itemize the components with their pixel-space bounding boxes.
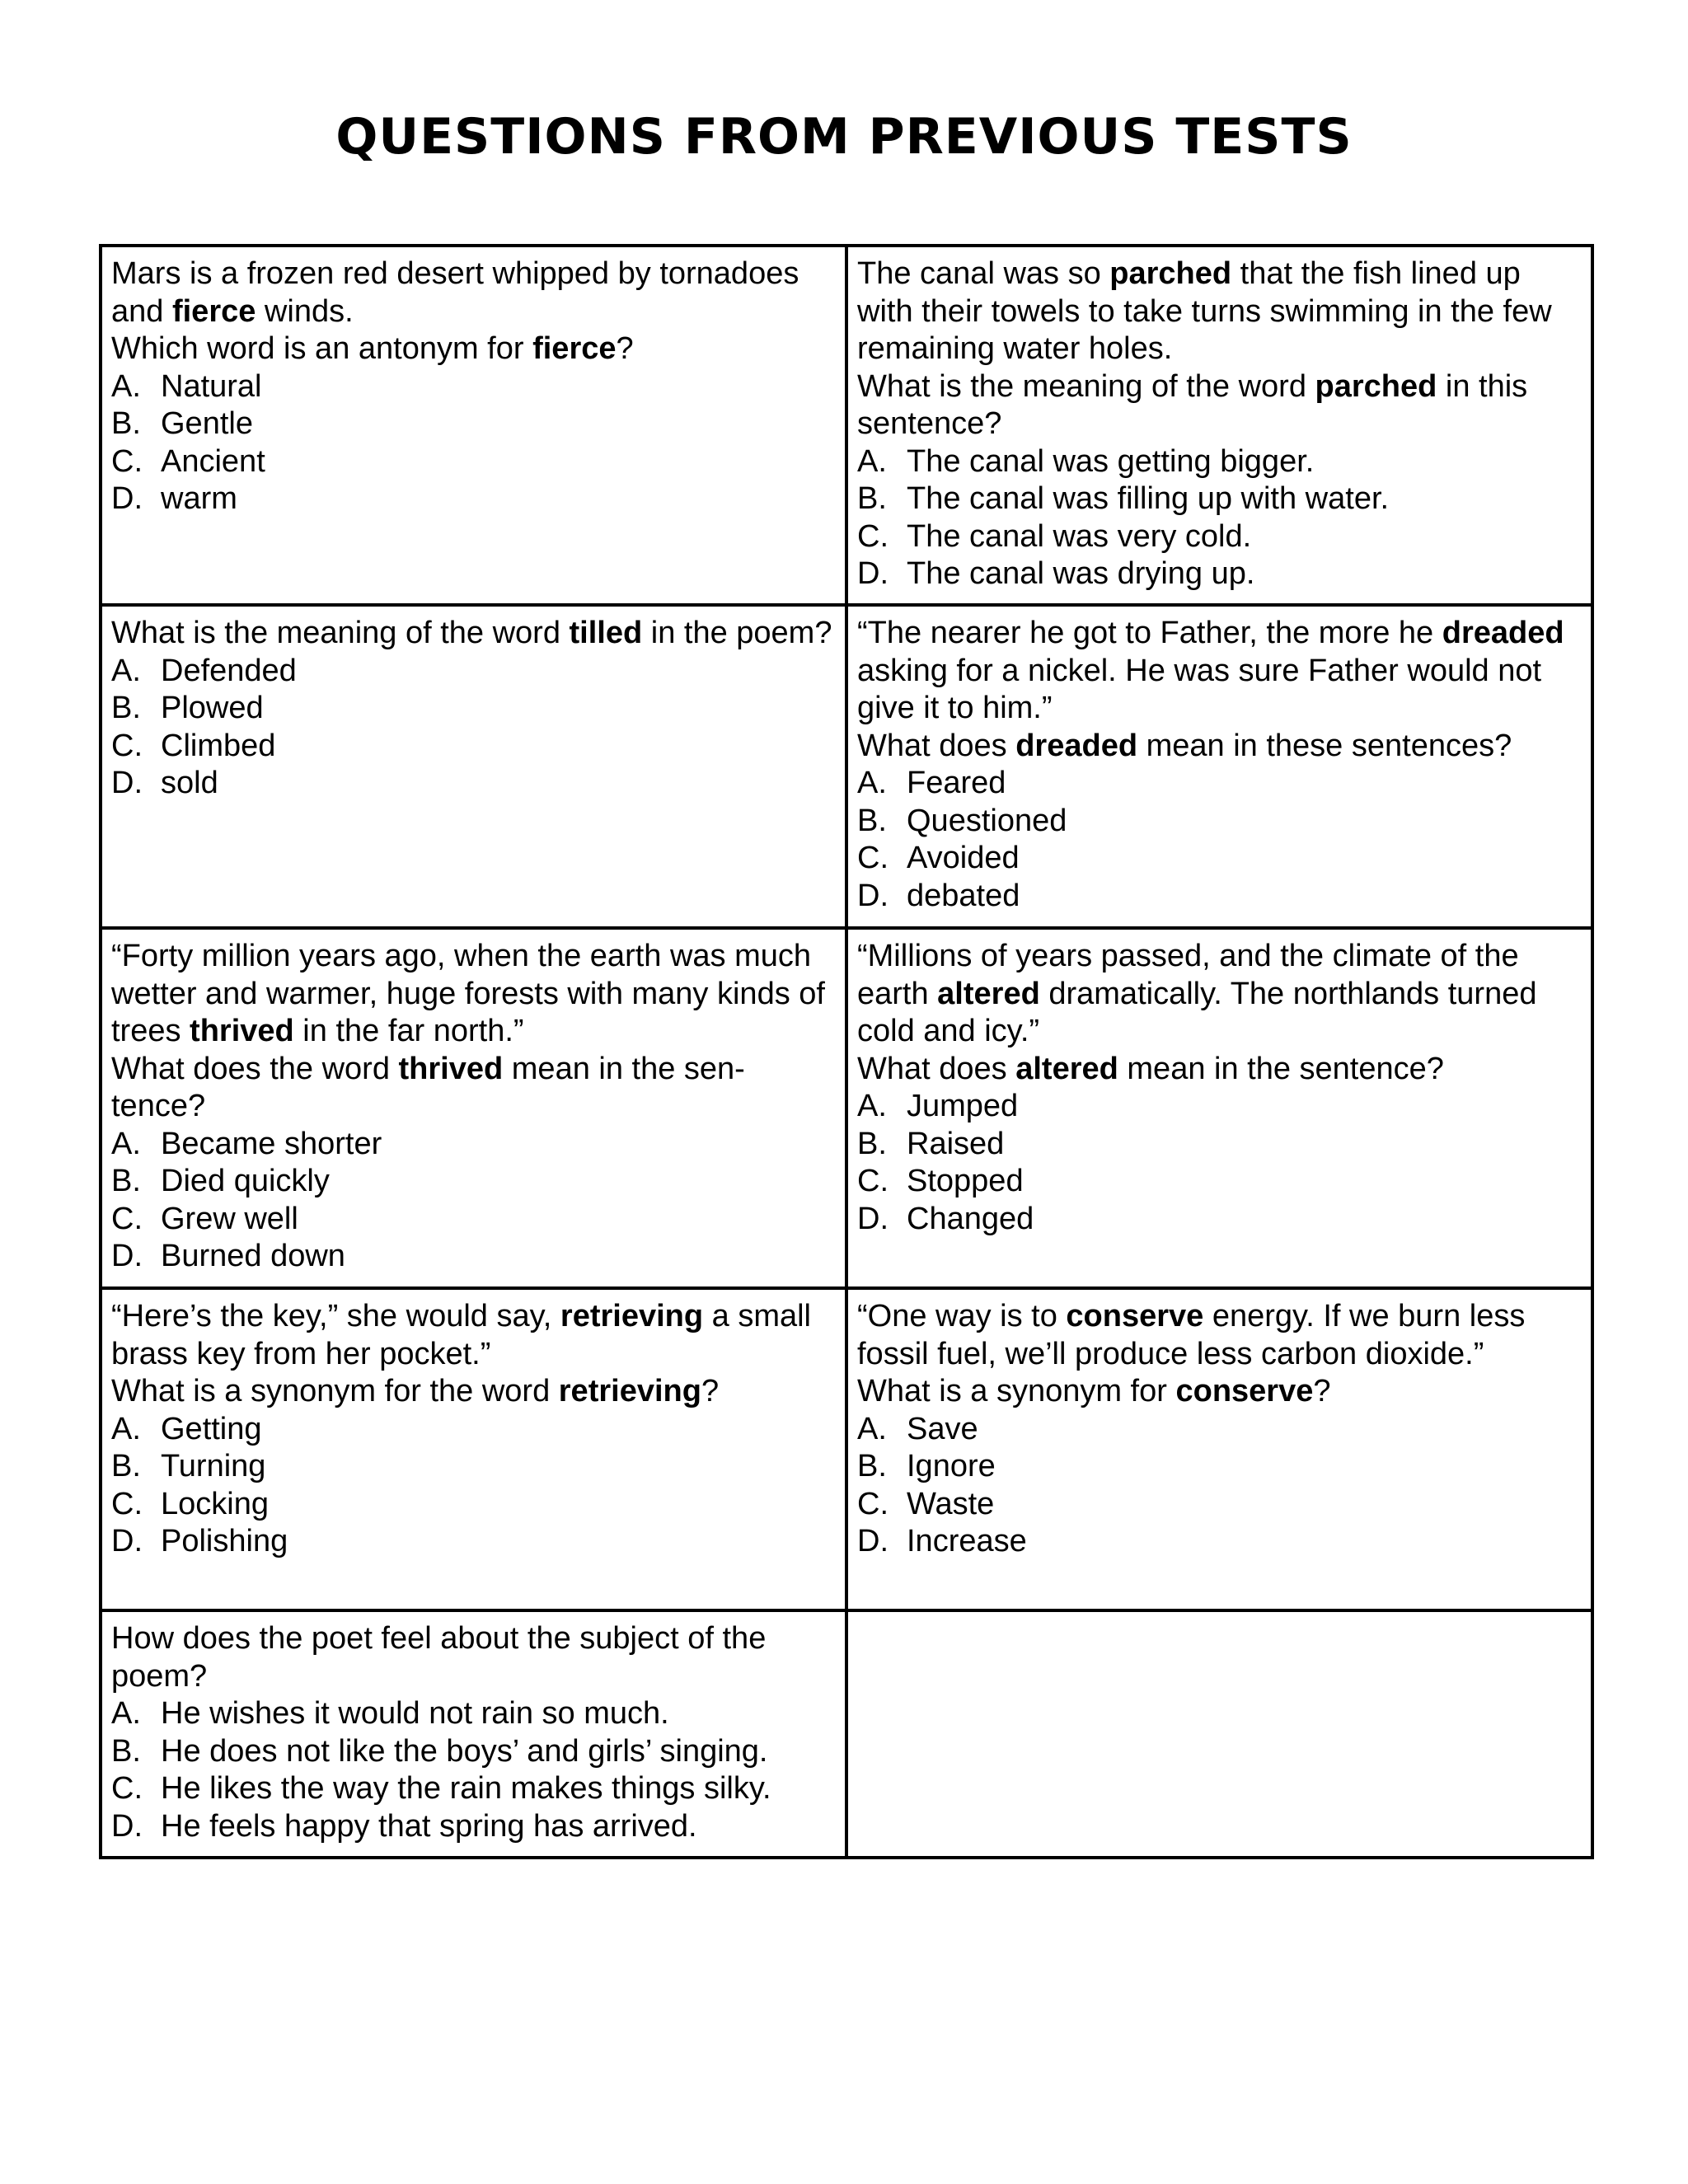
text-segment: winds. [256, 293, 354, 329]
vocab-word: tilled [569, 616, 643, 650]
answer-choice [857, 1201, 1582, 1239]
vocab-word: fierce [532, 331, 617, 366]
choice-text: Grew well [161, 1201, 298, 1236]
page-title: QUESTIONS FROM PREVIOUS TESTS [335, 108, 1353, 166]
text-segment: mean in the sen-tence? [111, 1051, 745, 1123]
choice-text: He likes the way the rain makes things silky. [161, 1771, 771, 1806]
answer-choice [111, 1126, 837, 1164]
question-stem [857, 255, 1582, 368]
choice-text: Waste [907, 1486, 995, 1521]
choice-letter: A. [111, 1411, 141, 1446]
choice-letter: C. [111, 443, 143, 479]
question-stem [111, 255, 837, 330]
question-cell [101, 1288, 846, 1610]
table-row [101, 1610, 1592, 1858]
choice-letter: B. [111, 1733, 141, 1769]
choice-letter: C. [857, 1486, 889, 1521]
choice-letter: C. [111, 1486, 143, 1521]
choice-letter: A. [857, 1089, 887, 1123]
choice-text: Increase [907, 1524, 1027, 1558]
choice-letter: B. [111, 691, 141, 725]
answer-choice [111, 765, 837, 803]
choice-letter: D. [857, 556, 889, 591]
answer-choice [111, 1238, 837, 1276]
answer-choice [857, 878, 1582, 916]
answer-choice [857, 1448, 1582, 1486]
answer-choice [111, 480, 837, 518]
question-prompt [857, 728, 1582, 766]
question-stem [111, 938, 837, 1051]
choice-letter: A. [857, 766, 887, 800]
choice-letter: D. [111, 1239, 143, 1273]
text-segment: asking for a nickel. He was sure Father would not give it to him.” [857, 653, 1542, 725]
answer-choice [857, 1411, 1582, 1449]
question-cell [846, 246, 1592, 605]
choice-text: Stopped [907, 1164, 1024, 1198]
question-prompt [111, 1051, 837, 1126]
empty-cell [846, 1610, 1592, 1858]
vocab-word: dreaded [1015, 728, 1138, 763]
vocab-word: retrieving [560, 1299, 704, 1333]
choice-text: Natural [161, 368, 262, 404]
choice-text: warm [161, 481, 237, 516]
answer-choice [111, 443, 837, 481]
text-segment: What does [857, 728, 1016, 763]
vocab-word: altered [1015, 1051, 1118, 1086]
choice-text: Defended [161, 653, 297, 688]
questions-table [99, 244, 1594, 1859]
choice-letter: D. [111, 1808, 143, 1844]
question-stem [857, 938, 1582, 1051]
text-segment: dramatically. The northlands turned cold and icy.” [857, 976, 1537, 1048]
choice-letter: B. [857, 1449, 887, 1483]
vocab-word: conserve [1066, 1299, 1204, 1333]
answer-choice [857, 803, 1582, 841]
text-segment: in this sentence? [857, 368, 1528, 441]
table-row [101, 928, 1592, 1288]
question-prompt [857, 1051, 1582, 1089]
choice-text: The canal was drying up. [907, 556, 1255, 591]
choice-text: Jumped [907, 1089, 1019, 1123]
choice-letter: A. [111, 653, 141, 688]
choice-text: Feared [907, 766, 1006, 800]
table-row [101, 605, 1592, 928]
choice-letter: B. [857, 481, 887, 516]
question-prompt [857, 1373, 1582, 1411]
vocab-word: fierce [171, 293, 256, 329]
question-stem [857, 1298, 1582, 1373]
question-cell [101, 928, 846, 1288]
vocab-word: dreaded [1442, 616, 1564, 650]
answer-choice [111, 1201, 837, 1239]
text-segment: ? [1313, 1374, 1331, 1408]
choice-text: Questioned [907, 803, 1067, 838]
choice-text: Ancient [161, 443, 265, 479]
choice-text: Polishing [161, 1524, 288, 1558]
answer-choice [857, 1088, 1582, 1126]
question-cell [101, 605, 846, 928]
question-cell [846, 928, 1592, 1288]
vocab-word: parched [1109, 256, 1232, 291]
text-segment: Which word is an antonym for [111, 331, 533, 366]
choice-letter: C. [857, 1164, 889, 1198]
choice-text: Gentle [161, 406, 253, 441]
choice-letter: B. [111, 1164, 141, 1198]
choice-letter: B. [857, 803, 887, 838]
text-segment: Mars is a frozen red desert whipped by tornadoes and [111, 256, 799, 329]
text-segment: mean in these sentences? [1137, 728, 1512, 763]
answer-choice [857, 480, 1582, 518]
choice-text: Getting [161, 1411, 262, 1446]
answer-choice [857, 518, 1582, 556]
choice-letter: B. [857, 1126, 887, 1161]
text-segment: that the fish lined up with their towels to take turns swimming in the few remaining water holes. [857, 256, 1552, 366]
choice-text: Avoided [907, 841, 1020, 875]
answer-choice [857, 1163, 1582, 1201]
choice-letter: D. [857, 1201, 889, 1236]
text-segment: What does [857, 1051, 1016, 1086]
choice-text: Plowed [161, 691, 264, 725]
text-segment: The canal was so [857, 256, 1110, 291]
choice-letter: D. [857, 1524, 889, 1558]
choice-text: The canal was very cold. [907, 518, 1252, 554]
choice-letter: C. [111, 1771, 143, 1806]
question-cell [101, 246, 846, 605]
text-segment: What is the meaning of the word [857, 368, 1315, 404]
choice-letter: C. [111, 1201, 143, 1236]
choice-letter: D. [857, 878, 889, 913]
question-cell [846, 605, 1592, 928]
question-stem [111, 1298, 837, 1373]
answer-choice [111, 728, 837, 766]
choice-letter: A. [111, 1696, 141, 1731]
answer-choice [111, 1808, 837, 1846]
text-segment: How does the poet feel about the subject of the poem? [111, 1621, 767, 1694]
table-row [101, 1288, 1592, 1610]
text-segment: in the far north.” [293, 1014, 524, 1048]
answer-choice [111, 405, 837, 443]
choice-text: Became shorter [161, 1126, 382, 1161]
question-prompt [111, 615, 837, 653]
answer-choice [857, 443, 1582, 481]
choice-text: Turning [161, 1449, 266, 1483]
choice-letter: A. [111, 368, 141, 404]
choice-text: Locking [161, 1486, 269, 1521]
answer-choice [111, 1486, 837, 1524]
answer-choice [857, 1523, 1582, 1561]
vocab-word: conserve [1175, 1374, 1314, 1408]
choice-letter: A. [111, 1126, 141, 1161]
text-segment: “One way is to [857, 1299, 1067, 1333]
answer-choice [111, 1523, 837, 1561]
text-segment: in the poem? [642, 616, 832, 650]
text-segment: “Here’s the key,” she would say, [111, 1299, 560, 1333]
choice-text: Burned down [161, 1239, 345, 1273]
question-prompt [857, 368, 1582, 443]
choice-text: Save [907, 1411, 978, 1446]
answer-choice [111, 1733, 837, 1771]
answer-choice [111, 1163, 837, 1201]
text-segment: What is a synonym for the word [111, 1374, 559, 1408]
answer-choice [111, 1411, 837, 1449]
choice-text: Climbed [161, 728, 276, 763]
choice-text: Raised [907, 1126, 1005, 1161]
choice-text: The canal was getting bigger. [907, 443, 1315, 479]
text-segment: What is the meaning of the word [111, 616, 570, 650]
choice-text: He feels happy that spring has arrived. [161, 1808, 697, 1844]
choice-text: He does not like the boys’ and girls’ singing. [161, 1733, 768, 1769]
text-segment: mean in the sentence? [1118, 1051, 1444, 1086]
text-segment: “Millions of years passed, and the climate of the earth [857, 939, 1519, 1011]
text-segment: ? [701, 1374, 720, 1408]
answer-choice [111, 368, 837, 406]
vocab-word: thrived [190, 1014, 294, 1048]
text-segment: “Forty million years ago, when the earth was much wetter and warmer, huge forests with many kinds of trees [111, 939, 825, 1048]
text-segment: “The nearer he got to Father, the more he [857, 616, 1442, 650]
text-segment: a small brass key from her pocket.” [111, 1299, 811, 1371]
choice-text: Died quickly [161, 1164, 330, 1198]
choice-letter: A. [857, 443, 887, 479]
choice-text: He wishes it would not rain so much. [161, 1696, 669, 1731]
choice-text: sold [161, 766, 218, 800]
question-prompt [111, 1373, 837, 1411]
answer-choice [857, 555, 1582, 593]
choice-letter: C. [857, 518, 889, 554]
choice-letter: B. [111, 1449, 141, 1483]
answer-choice [857, 840, 1582, 878]
choice-text: Changed [907, 1201, 1034, 1236]
choice-text: The canal was filling up with water. [907, 481, 1390, 516]
answer-choice [111, 653, 837, 691]
choice-letter: A. [857, 1411, 887, 1446]
table-row [101, 246, 1592, 605]
question-prompt [111, 330, 837, 368]
choice-letter: C. [857, 841, 889, 875]
vocab-word: thrived [398, 1051, 504, 1086]
answer-choice [857, 765, 1582, 803]
choice-letter: D. [111, 481, 143, 516]
question-cell [846, 1288, 1592, 1610]
text-segment: What does the word [111, 1051, 399, 1086]
answer-choice [111, 1448, 837, 1486]
choice-letter: C. [111, 728, 143, 763]
choice-letter: B. [111, 406, 141, 441]
choice-text: debated [907, 878, 1020, 913]
vocab-word: altered [937, 976, 1040, 1011]
answer-choice [857, 1486, 1582, 1524]
choice-text: Ignore [907, 1449, 996, 1483]
answer-choice [857, 1126, 1582, 1164]
question-prompt [111, 1620, 837, 1695]
choice-letter: D. [111, 1524, 143, 1558]
text-segment: ? [616, 331, 634, 366]
question-cell [101, 1610, 846, 1858]
text-segment: energy. If we burn less fossil fuel, we’ll produce less carbon dioxide.” [857, 1299, 1526, 1371]
text-segment: What is a synonym for [857, 1374, 1176, 1408]
vocab-word: retrieving [558, 1374, 701, 1408]
answer-choice [111, 690, 837, 728]
vocab-word: parched [1315, 368, 1437, 404]
choice-letter: D. [111, 766, 143, 800]
answer-choice [111, 1695, 837, 1733]
question-stem [857, 615, 1582, 728]
answer-choice [111, 1770, 837, 1808]
